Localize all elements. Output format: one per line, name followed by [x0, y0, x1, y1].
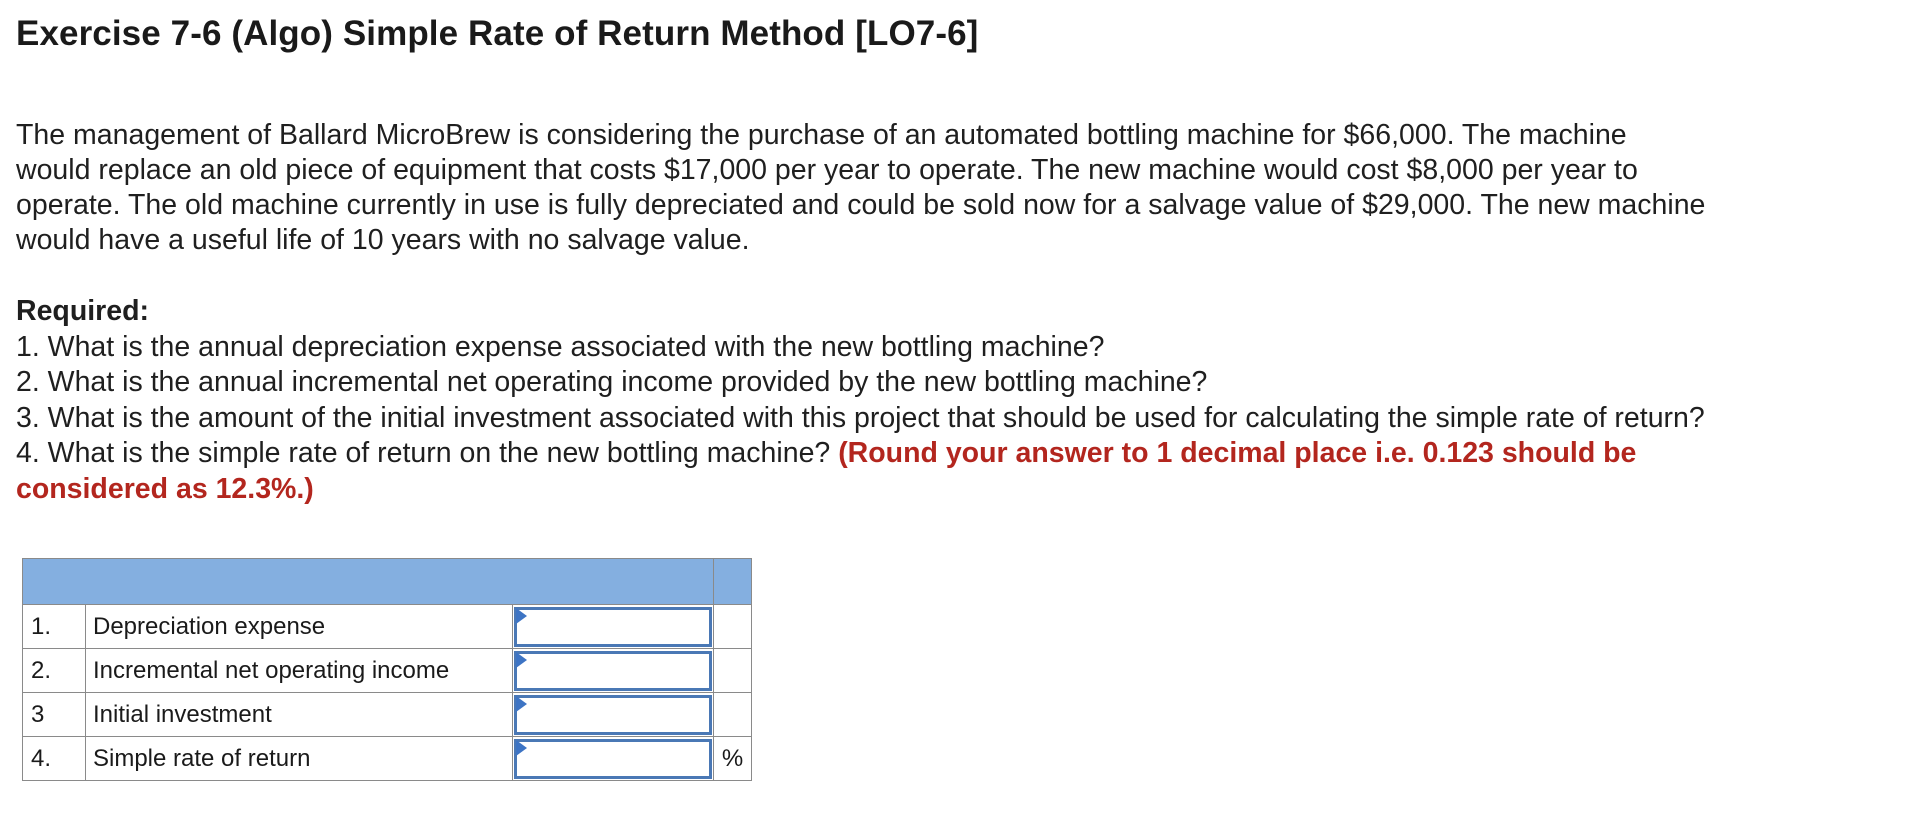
intro-line: would replace an old piece of equipment that costs $17,000 per year to operate. The new machine would cost $8,000 per year to	[16, 154, 1638, 186]
table-header-row	[23, 559, 752, 605]
simple-rate-of-return-input[interactable]	[514, 739, 712, 779]
table-header-unit-cell	[714, 559, 752, 605]
input-flag-icon	[516, 608, 527, 624]
question-4	[16, 436, 1906, 472]
table-row	[23, 605, 752, 649]
table-row	[23, 737, 752, 781]
answer-cell	[513, 605, 714, 649]
exercise-title: Exercise 7-6 (Algo) Simple Rate of Return Method [LO7-6]	[16, 14, 979, 53]
table-header-cell	[23, 559, 714, 605]
row-unit	[714, 605, 752, 649]
table-row	[23, 649, 752, 693]
rounding-note: (Round your answer to 1 decimal place i.e. 0.123 should be	[838, 437, 1637, 469]
input-flag-icon	[516, 652, 527, 668]
percent-unit-label: %	[714, 737, 752, 781]
answer-table	[22, 558, 752, 781]
answer-cell	[513, 649, 714, 693]
row-unit	[714, 693, 752, 737]
intro-line: The management of Ballard MicroBrew is considering the purchase of an automated bottling machine for $66,000. The machine	[16, 119, 1627, 151]
input-flag-icon	[516, 696, 527, 712]
row-number: 4.	[23, 737, 86, 781]
rounding-note-continued: considered as 12.3%.)	[16, 472, 314, 505]
initial-investment-input[interactable]	[514, 695, 712, 735]
row-number: 2.	[23, 649, 86, 693]
row-unit	[714, 649, 752, 693]
row-number: 3	[23, 693, 86, 737]
row-label: Simple rate of return	[86, 737, 513, 781]
question-2: 2. What is the annual incremental net operating income provided by the new bottling machine?	[16, 366, 1208, 398]
question-1: 1. What is the annual depreciation expense associated with the new bottling machine?	[16, 330, 1105, 363]
question-3: 3. What is the amount of the initial investment associated with this project that should be used for calculating the simple rate of return?	[16, 401, 1705, 434]
required-section	[16, 294, 1906, 507]
question-4-text: 4. What is the simple rate of return on the new bottling machine?	[16, 437, 839, 469]
input-flag-icon	[516, 740, 527, 756]
incremental-noi-input[interactable]	[514, 651, 712, 691]
row-label: Depreciation expense	[86, 605, 513, 649]
depreciation-expense-input[interactable]	[514, 607, 712, 647]
row-label: Incremental net operating income	[86, 649, 513, 693]
table-row	[23, 693, 752, 737]
row-label: Initial investment	[86, 693, 513, 737]
row-number: 1.	[23, 605, 86, 649]
intro-line: operate. The old machine currently in use is fully depreciated and could be sold now for a salvage value of $29,000. The new machine	[16, 189, 1706, 221]
answer-cell	[513, 693, 714, 737]
problem-statement	[16, 118, 1906, 258]
required-label: Required:	[16, 295, 150, 327]
answer-cell	[513, 737, 714, 781]
intro-line: would have a useful life of 10 years with no salvage value.	[16, 224, 750, 256]
